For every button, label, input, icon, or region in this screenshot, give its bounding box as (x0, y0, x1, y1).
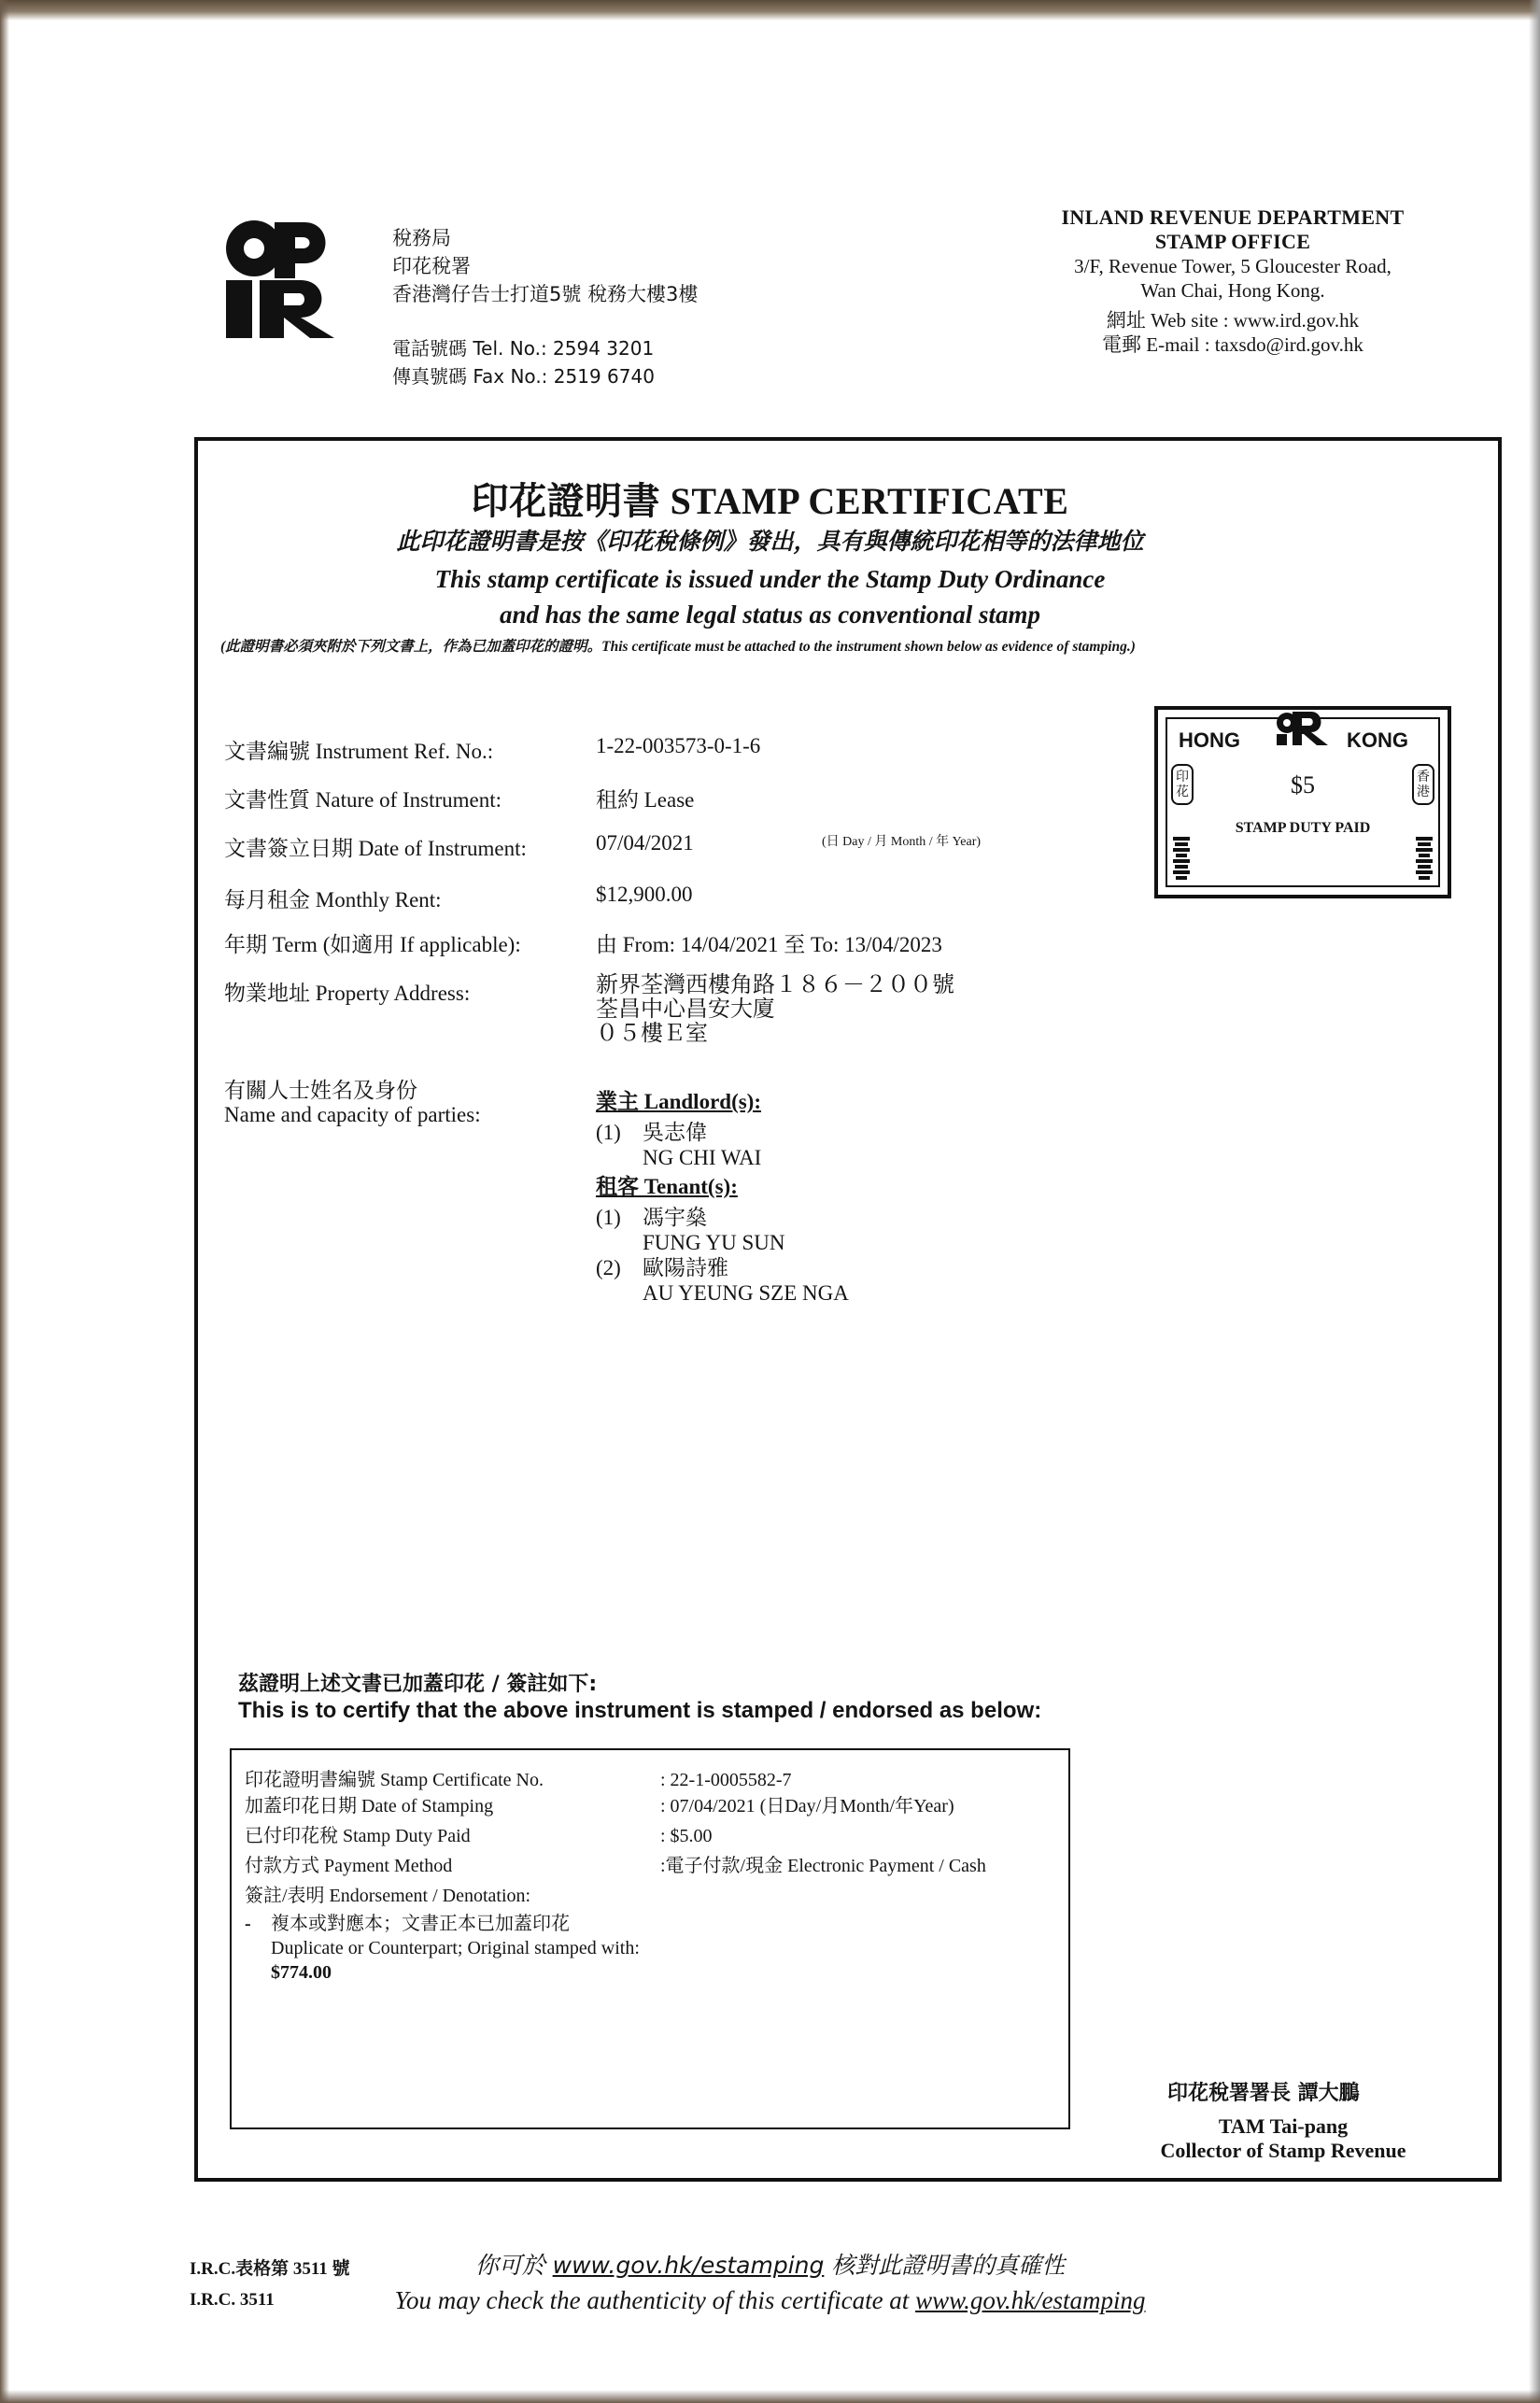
verify-cn-pre: 你可於 (474, 2252, 553, 2279)
landlord-name-en: NG CHI WAI (643, 1146, 762, 1169)
verify-note-en (0, 2286, 1540, 2315)
fax-number: 傳真號碼 Fax No.: 2519 6740 (392, 365, 655, 388)
duty-value: : $5.00 (660, 1826, 713, 1846)
paper-edge-top (0, 0, 1540, 21)
stamp-left-seal: 印花 (1171, 764, 1194, 805)
stamp-right-seal: 香港 (1412, 764, 1434, 805)
rent-value: $12,900.00 (596, 883, 693, 906)
party-number: (1) (596, 1121, 621, 1144)
endorse-label: 簽註/表明 Endorsement / Denotation: (245, 1886, 531, 1906)
attach-note: (此證明書必須夾附於下列文書上，作為已加蓋印花的證明。This certificate must be attached to the instrument shown below as evidence of stamping.) (220, 639, 1136, 655)
address-line: 新界荃灣西樓角路１８６－２００號 (596, 973, 954, 997)
website[interactable]: 網址 Web site : www.ird.gov.hk (1106, 309, 1360, 332)
endorse-amount: $774.00 (271, 1962, 332, 1983)
stamp-date-label: 加蓋印花日期 Date of Stamping (245, 1796, 494, 1816)
tenant-name-cn: 歐陽詩雅 (643, 1256, 728, 1279)
collector-title-en: Collector of Stamp Revenue (1160, 2139, 1406, 2162)
paper-edge-right (1529, 0, 1540, 2403)
parties-label (224, 1079, 481, 1127)
address-line: 荃昌中心昌安大廈 (596, 997, 775, 1022)
certify-heading-cn: 茲證明上述文書已加蓋印花 / 簽註如下: (238, 1673, 598, 1696)
term-label: 年期 Term (如適用 If applicable): (224, 933, 521, 956)
stamp-amount: $5 (1291, 771, 1315, 799)
endorse-cn: 複本或對應本；文書正本已加蓋印花 (271, 1914, 570, 1934)
subtitle-cn: 此印花證明書是按《印花稅條例》發出，具有與傳統印花相等的法律地位 (396, 528, 1144, 555)
collector-title-cn: 印花稅署署長 譚大鵬 (1167, 2082, 1360, 2105)
parties-label-cn: 有關人士姓名及身份 (224, 1079, 417, 1102)
certificate-title: 印花證明書 STAMP CERTIFICATE (471, 480, 1069, 522)
paper-edge-bottom (0, 2390, 1540, 2403)
office-name: STAMP OFFICE (1154, 230, 1311, 253)
ref-label: 文書編號 Instrument Ref. No.: (224, 740, 494, 763)
verify-en-pre: You may check the authenticity of this certificate at (394, 2286, 916, 2314)
payment-value: :電子付款/現金 Electronic Payment / Cash (660, 1856, 986, 1876)
stamp-ornament-icon (1414, 835, 1434, 882)
verify-note-cn (0, 2247, 1540, 2281)
tenant-name-en: FUNG YU SUN (643, 1231, 785, 1254)
email[interactable]: 電郵 E-mail : taxsdo@ird.gov.hk (1102, 333, 1363, 356)
party-number: (1) (596, 1206, 621, 1229)
ref-value: 1-22-003573-0-1-6 (596, 734, 761, 757)
department-en (1046, 205, 1420, 357)
stamp-date-value: : 07/04/2021 (日Day/月Month/年Year) (660, 1796, 954, 1816)
stamp-duty-paid-stamp (1154, 706, 1451, 898)
address-label: 物業地址 Property Address: (224, 982, 471, 1005)
cert-no-value: : 22-1-0005582-7 (660, 1770, 792, 1790)
office-address-2: Wan Chai, Hong Kong. (1140, 279, 1325, 302)
paper-edge-left (0, 0, 9, 2403)
header-cn-line: 稅務局 (392, 227, 451, 249)
nature-value: 租約 Lease (596, 788, 695, 812)
dept-title: INLAND REVENUE DEPARTMENT (1061, 205, 1405, 229)
date-label: 文書簽立日期 Date of Instrument: (224, 837, 527, 860)
stamp-hong: HONG (1179, 728, 1240, 752)
collector-name: TAM Tai-pang (1218, 2114, 1349, 2138)
property-address (596, 973, 954, 1046)
subtitle-en-1: This stamp certificate is issued under the Stamp Duty Ordinance (434, 565, 1106, 593)
parties-list (596, 1089, 849, 1306)
tenant-name-en: AU YEUNG SZE NGA (643, 1281, 849, 1305)
department-cn (392, 224, 698, 308)
nature-label: 文書性質 Nature of Instrument: (224, 788, 502, 812)
estamping-link[interactable]: www.gov.hk/estamping (915, 2286, 1146, 2314)
cert-no-label: 印花證明書編號 Stamp Certificate No. (245, 1770, 544, 1790)
date-value: 07/04/2021 (596, 831, 694, 855)
payment-label: 付款方式 Payment Method (245, 1856, 453, 1876)
certify-heading-en: This is to certify that the above instrument is stamped / endorsed as below: (238, 1698, 1042, 1723)
ird-logo (219, 219, 340, 338)
party-number: (2) (596, 1256, 621, 1279)
office-address-1: 3/F, Revenue Tower, 5 Gloucester Road, (1074, 255, 1392, 277)
landlord-heading: 業主 Landlord(s): (596, 1090, 761, 1113)
header-cn-line: 印花稅署 (392, 255, 471, 277)
estamping-link[interactable]: www.gov.hk/estamping (552, 2252, 825, 2279)
landlord-name-cn: 吳志偉 (643, 1121, 707, 1144)
form-number-cn: I.R.C.表格第 3511 號 (190, 2259, 350, 2279)
tenant-heading: 租客 Tenant(s): (596, 1175, 738, 1198)
subtitle-en-2: and has the same legal status as conventional stamp (499, 601, 1041, 629)
endorse-en: Duplicate or Counterpart; Original stamped with: (271, 1938, 640, 1958)
duty-label: 已付印花稅 Stamp Duty Paid (245, 1826, 471, 1846)
parties-label-en: Name and capacity of parties: (224, 1103, 481, 1126)
tel-number: 電話號碼 Tel. No.: 2594 3201 (392, 337, 655, 360)
verify-cn-post: 核對此證明書的真確性 (824, 2252, 1066, 2279)
date-format-hint: (日 Day / 月 Month / 年 Year) (822, 835, 982, 849)
endorse-dash: - (245, 1914, 251, 1934)
stamp-ird-logo (1274, 712, 1330, 745)
stamp-kong: KONG (1347, 728, 1408, 752)
term-value: 由 From: 14/04/2021 至 To: 13/04/2023 (596, 933, 942, 956)
address-line: ０５樓Ｅ室 (596, 1022, 708, 1046)
tenant-name-cn: 馮宇燊 (643, 1206, 707, 1229)
header-cn-line: 香港灣仔告士打道5號 稅務大樓3樓 (392, 283, 699, 305)
stamp-paid-label: STAMP DUTY PAID (1235, 820, 1371, 836)
stamp-ornament-icon (1171, 835, 1192, 882)
form-number-en: I.R.C. 3511 (190, 2290, 275, 2310)
contact-numbers (392, 334, 655, 390)
rent-label: 每月租金 Monthly Rent: (224, 888, 442, 912)
